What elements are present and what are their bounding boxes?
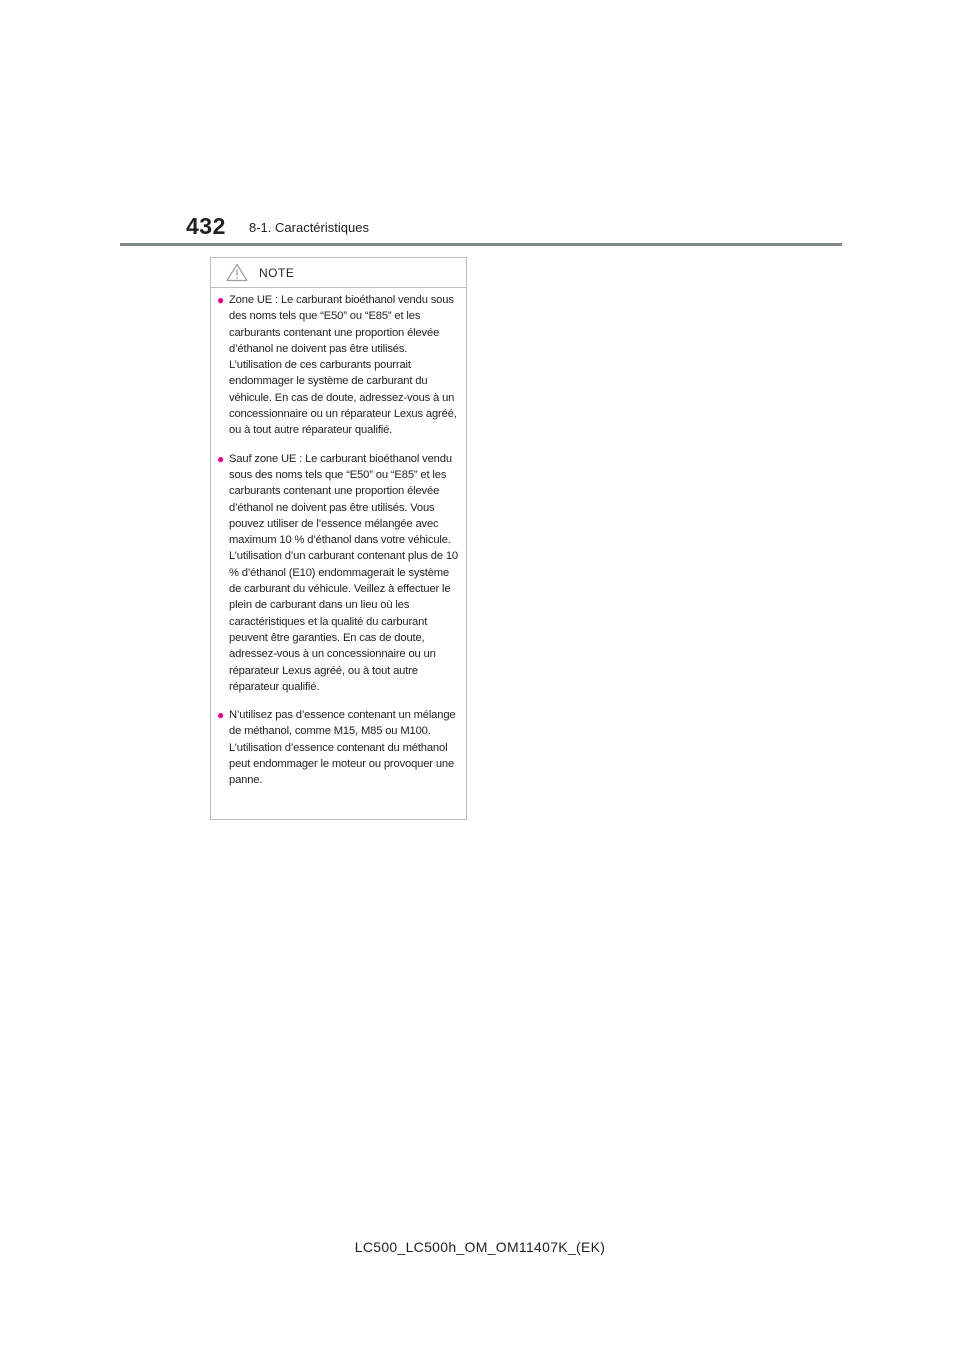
note-item-text: Zone UE : Le carburant bioéthanol vendu sous des noms tels que “E50” ou “E85” et les carburants contenant une proportion élevée d’éthanol ne doivent pas être utilisés. L’utilisation de ces carburants pourrait endommager le système de carburant du véhicule. En cas de doute, adressez-vous à un concessionnaire ou un réparateur Lexus agréé, ou à tout autre réparateur qualifié. [229,294,457,437]
bullet-icon: ● [217,708,225,723]
note-item-text: Sauf zone UE : Le carburant bioéthanol vendu sous des noms tels que “E50” ou “E85” et les carburants contenant une proportion élevée d’éthanol ne doivent pas être utilisés. Vous pouvez utiliser de l’essence mélangée avec maximum 10 % d’éthanol dans votre véhicule. L’utilisation d’un carburant contenant plus de 10 % d’éthanol (E10) endommagerait le système de carburant du véhicule. Veillez à effectuer le plein de carburant dans un lieu où les caractéristiques et la qualité du carburant peuvent être garanties. En cas de doute, adressez-vous à un concessionnaire ou un réparateur Lexus agréé, ou à tout autre réparateur qualifié. [229,452,458,693]
note-item [211,451,466,695]
note-item-text: N’utilisez pas d’essence contenant un mélange de méthanol, comme M15, M85 ou M100. L’utilisation d’essence contenant du méthanol peut endommager le moteur ou provoquer une panne. [229,709,456,787]
warning-triangle-icon [226,263,248,282]
section-title: 8-1. Caractéristiques [249,220,369,235]
bullet-icon: ● [217,293,225,307]
note-item [211,292,466,439]
note-header [211,258,466,288]
note-item [211,707,466,788]
bullet-icon: ● [217,451,225,466]
document-code: LC500_LC500h_OM_OM11407K_(EK) [354,1239,606,1255]
header-divider [120,243,842,246]
page-number: 432 [186,213,226,239]
note-box [210,257,467,820]
note-list [211,292,466,801]
note-title: NOTE [259,266,295,280]
